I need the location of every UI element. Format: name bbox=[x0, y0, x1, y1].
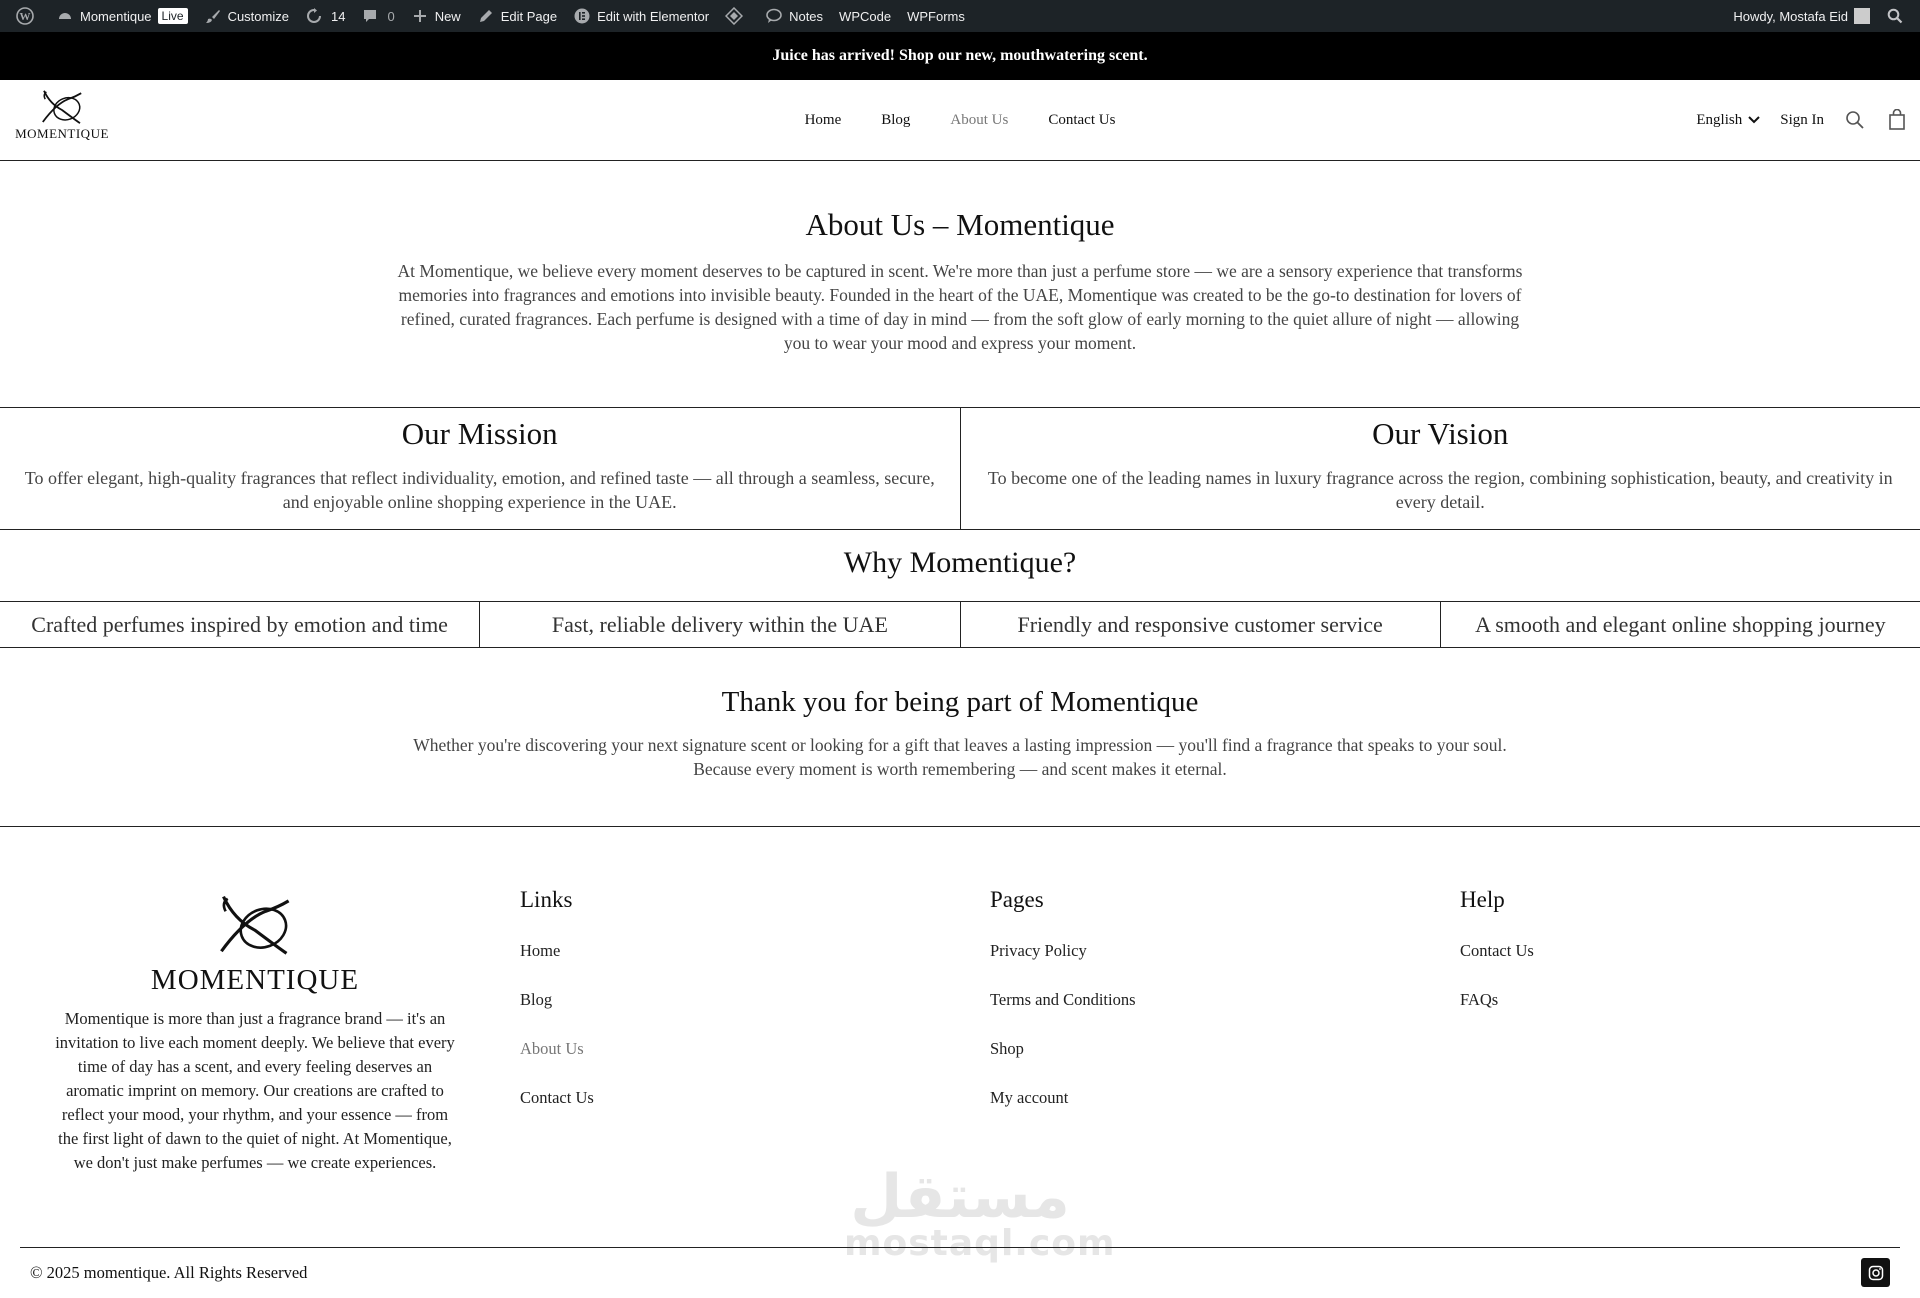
about-text: At Momentique, we believe every moment deserves to be captured in scent. We're more than just a perfume store — we are a sensory experience that transforms memories into fragrances and emotions into invisible beauty. Founded in the heart of the UAE, Momentique was created to be the go-to destination for lovers of refined, curated fragrances. Each perfume is designed with a time of day in mind — from the soft glow of early morning to the quiet allure of night — allowing you to wear your mood and express your moment. bbox=[397, 261, 1523, 353]
site-name-menu[interactable] bbox=[48, 0, 196, 32]
sign-in-link[interactable]: Sign In bbox=[1780, 111, 1824, 128]
footer-help-column bbox=[1460, 887, 1534, 1039]
updates-count: 14 bbox=[330, 8, 346, 24]
search-icon[interactable] bbox=[1844, 109, 1866, 131]
footer-pages-title: Pages bbox=[990, 887, 1044, 912]
header-actions bbox=[1696, 80, 1908, 160]
admin-bar-left bbox=[8, 0, 973, 32]
footer-brand bbox=[50, 887, 460, 1175]
customize-link[interactable] bbox=[196, 0, 297, 32]
language-selector[interactable] bbox=[1696, 112, 1760, 129]
howdy-label: Howdy, Mostafa Eid bbox=[1733, 8, 1848, 24]
chat-bubble-icon bbox=[765, 7, 783, 25]
footer-link-blog[interactable]: Blog bbox=[520, 990, 553, 1009]
edit-elementor-label: Edit with Elementor bbox=[597, 8, 710, 24]
footer-description: Momentique is more than just a fragrance brand — it's an invitation to live each moment deeply. We believe that every time of day has a scent, and every feeling deserves an aromatic imprint on memory. Our creations are crafted to reflect your mood, your rhythm, and your essence — from the first light of dawn to the quiet of night. At Momentique, we don't just make perfumes — we create experiences. bbox=[55, 1009, 455, 1172]
footer-link-shop[interactable]: Shop bbox=[990, 1039, 1024, 1058]
features-row bbox=[0, 602, 1920, 648]
edit-page-label: Edit Page bbox=[500, 8, 558, 24]
footer-link-home[interactable]: Home bbox=[520, 941, 561, 960]
watermark-arabic: مستقل bbox=[850, 1162, 1070, 1232]
refresh-icon bbox=[305, 7, 323, 25]
copyright-text: © 2025 momentique. All Rights Reserved bbox=[30, 1263, 308, 1282]
comments-link[interactable] bbox=[353, 0, 402, 32]
feature-item: Fast, reliable delivery within the UAE bbox=[479, 602, 959, 647]
feature-item: A smooth and elegant online shopping journey bbox=[1440, 602, 1920, 647]
comments-count: 0 bbox=[387, 8, 395, 24]
site-name: Momentique bbox=[80, 8, 152, 24]
about-section bbox=[0, 161, 1920, 408]
plus-icon bbox=[411, 7, 429, 25]
shopping-bag-icon[interactable] bbox=[1886, 109, 1908, 131]
elementor-icon bbox=[573, 7, 591, 25]
pencil-icon bbox=[477, 7, 495, 25]
admin-search-button[interactable] bbox=[1878, 0, 1912, 32]
main-navigation bbox=[0, 80, 1920, 160]
announcement-text: Juice has arrived! Shop our new, mouthwatering scent. bbox=[772, 47, 1148, 64]
nav-contact-us[interactable]: Contact Us bbox=[1048, 111, 1116, 128]
vision-text: To become one of the leading names in luxury fragrance across the region, combining sophistication, beauty, and creativity in every detail. bbox=[987, 468, 1893, 512]
nav-blog[interactable]: Blog bbox=[881, 111, 911, 128]
search-icon bbox=[1886, 7, 1904, 25]
new-label: New bbox=[434, 8, 461, 24]
nav-home[interactable]: Home bbox=[804, 111, 842, 128]
admin-bar-right bbox=[1725, 0, 1912, 32]
my-account-menu[interactable] bbox=[1725, 0, 1878, 32]
footer-logo-mark-icon bbox=[213, 887, 297, 963]
svg-text:W: W bbox=[19, 11, 31, 23]
thanks-section bbox=[0, 648, 1920, 827]
wp-admin-bar bbox=[0, 0, 1920, 32]
footer-help-title: Help bbox=[1460, 887, 1505, 912]
footer-link-about-us[interactable]: About Us bbox=[520, 1039, 584, 1058]
footer-pages-column bbox=[990, 887, 1136, 1137]
brush-icon bbox=[204, 7, 222, 25]
thanks-title: Thank you for being part of Momentique bbox=[721, 686, 1199, 718]
footer-links-title: Links bbox=[520, 887, 573, 912]
diamond-icon bbox=[725, 7, 743, 25]
mission-vision-section bbox=[0, 408, 1920, 530]
dashboard-icon bbox=[56, 7, 74, 25]
avatar bbox=[1854, 8, 1870, 24]
customize-label: Customize bbox=[227, 8, 289, 24]
footer-divider bbox=[20, 1247, 1900, 1248]
diamond-menu[interactable] bbox=[717, 0, 757, 32]
footer-link-my-account[interactable]: My account bbox=[990, 1088, 1069, 1107]
watermark-latin: mostaql.com bbox=[844, 1223, 1116, 1264]
live-badge: Live bbox=[158, 8, 188, 24]
site-header bbox=[0, 80, 1920, 161]
mission-text: To offer elegant, high-quality fragrances that reflect individuality, emotion, and refined taste — all through a seamless, secure, and enjoyable online shopping experience in the UAE. bbox=[24, 468, 935, 512]
why-title: Why Momentique? bbox=[843, 546, 1077, 579]
footer-links-column bbox=[520, 887, 594, 1137]
wpforms-menu[interactable]: WPForms bbox=[907, 8, 965, 24]
vision-title: Our Vision bbox=[1372, 416, 1509, 451]
logo-text: MOMENTIQUE bbox=[15, 126, 109, 141]
edit-page-link[interactable] bbox=[469, 0, 565, 32]
notes-menu[interactable] bbox=[757, 0, 831, 32]
edit-elementor-link[interactable] bbox=[565, 0, 717, 32]
why-section bbox=[0, 530, 1920, 602]
wordpress-icon bbox=[16, 7, 34, 25]
instagram-icon[interactable] bbox=[1861, 1258, 1890, 1287]
vision-block bbox=[960, 408, 1920, 529]
language-label: English bbox=[1696, 111, 1743, 128]
footer-link-privacy-policy[interactable]: Privacy Policy bbox=[990, 941, 1087, 960]
thanks-text: Whether you're discovering your next signature scent or looking for a gift that leaves a lasting impression — you'll find a fragrance that speaks to your soul. Because every moment is worth remembering — and scent makes it eternal. bbox=[413, 735, 1507, 779]
feature-item: Crafted perfumes inspired by emotion and time bbox=[31, 611, 448, 637]
page-title: About Us – Momentique bbox=[805, 207, 1115, 242]
feature-item: Friendly and responsive customer service bbox=[960, 602, 1440, 647]
mission-title: Our Mission bbox=[401, 416, 558, 451]
site-footer bbox=[0, 827, 1920, 1282]
chevron-down-icon bbox=[1748, 112, 1760, 129]
wpcode-menu[interactable]: WPCode bbox=[839, 8, 892, 24]
footer-link-terms[interactable]: Terms and Conditions bbox=[990, 990, 1136, 1009]
updates-link[interactable] bbox=[297, 0, 353, 32]
mission-block bbox=[0, 408, 960, 529]
comment-icon bbox=[361, 7, 379, 25]
footer-link-contact[interactable]: Contact Us bbox=[1460, 941, 1534, 960]
footer-logo-text: MOMENTIQUE bbox=[150, 964, 360, 996]
announcement-bar bbox=[0, 32, 1920, 80]
nav-about-us[interactable]: About Us bbox=[950, 111, 1009, 128]
footer-link-contact-us[interactable]: Contact Us bbox=[520, 1088, 594, 1107]
wp-logo-menu[interactable] bbox=[8, 0, 48, 32]
new-content-menu[interactable] bbox=[403, 0, 469, 32]
footer-link-faqs[interactable]: FAQs bbox=[1460, 990, 1499, 1009]
notes-label: Notes bbox=[789, 8, 824, 24]
